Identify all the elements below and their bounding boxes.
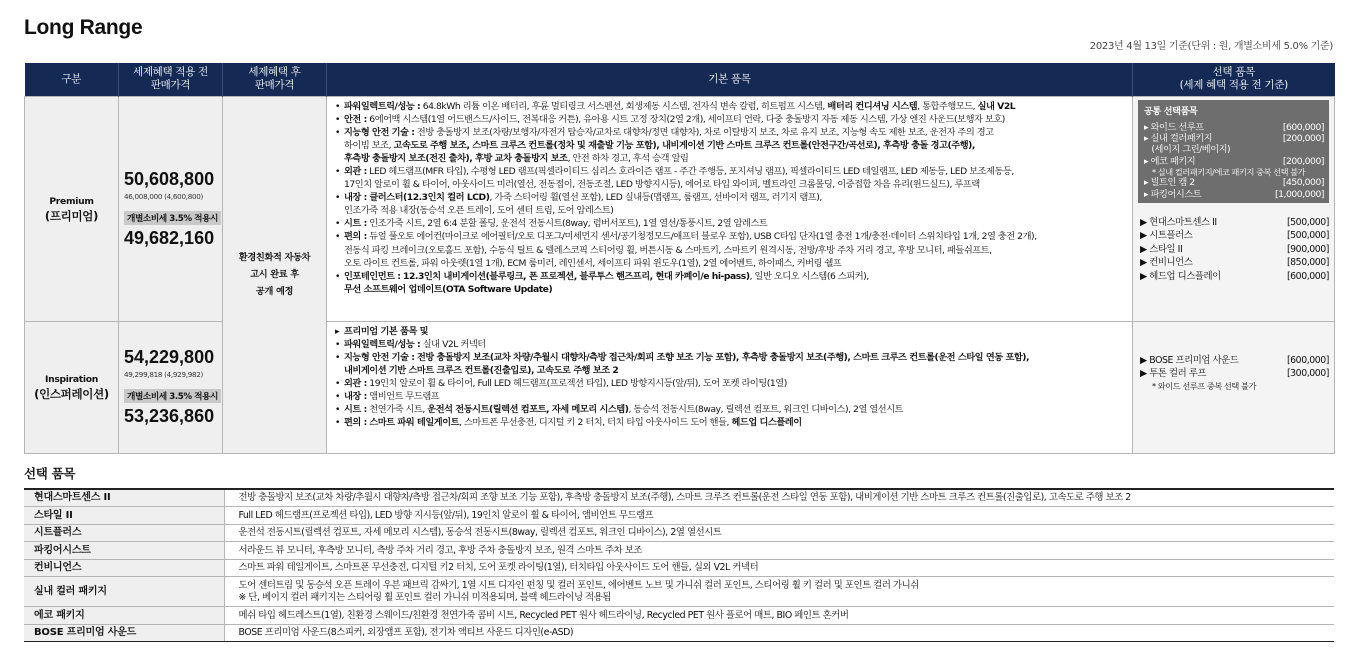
option-item: ▶ 현대스마트센스 II [500,000] [1140,216,1329,228]
option-item: ▸ 파킹어시스트 [1,000,000] [1144,188,1324,200]
feature-item: • 지능형 안전 기술 : 전방 충돌방지 보조(교차 차량/추월시 대향차/측방 접근차/회피 조향 보조 기능 포함), 후측방 충돌방지 보조(주행), 스마트 크루즈 컨트롤(운전 스타일 연동 포함), 내비게이션 기반 스마트 크루즈 컨트롤(진출입로), 고속도로 주행 보조 2 [335,351,1128,377]
tax-badge: 개별소비세 3.5% 적용시 [124,389,221,403]
selection-desc: 도어 센터트림 및 동승석 오픈 트레이 우븐 패브릭 감싸기, 1열 시트 디자인 펀칭 및 컬러 포인트, 에어벤트 노브 및 가니쉬 컬러 포인트, 스티어링 휠 키 컬러 및 포인트 컬러 가니쉬 ※ 단, 베이지 컬러 패키지는 스티어링 휠 포인트 컬러 가니쉬 미적용되며, 블랙 헤드라이닝 적용됨 [224,577,1334,607]
features-inspiration [327,321,1133,453]
selection-desc: 스마트 파워 테일게이트, 스마트폰 무선충전, 디지털 키2 터치, 도어 포켓 라이팅(1열), 터치타입 아웃사이드 도어 핸들, 실외 V2L 커넥터 [224,559,1334,577]
selection-name: 실내 컬러 패키지 [24,577,224,607]
trim-row-premium [25,96,1335,321]
after-tax-cell: 환경친화적 자동차 고시 완료 후 공개 예정 [223,96,327,453]
selection-desc: Full LED 헤드램프(프로젝션 타입), LED 방향 지시등(앞/뒤), 19인치 알로이 휠 & 타이어, 앰비언트 무드램프 [224,507,1334,525]
trim-row-inspiration [25,321,1335,453]
header-features: 기본 품목 [327,63,1133,96]
selection-name: 스타일 II [24,507,224,525]
selection-desc: 운전석 전동시트(릴렉션 컴포트, 자세 메모리 시스템), 동승석 전동시트(8way, 릴렉션 컴포트, 워크인 디바이스), 2열 열선시트 [224,524,1334,542]
selection-row [24,559,1334,577]
feature-item: • 내장 : 클러스터(12.3인치 컬러 LCD), 가죽 스티어링 휠(열선 포함), LED 실내등(맵램프, 룸램프, 선바이저 램프, 러기지 램프), 인조가죽 적용 내장(동승석 오픈 트레이, 도어 센터 트림, 도어 암레스트) [335,191,1128,217]
price-table [24,63,1335,454]
selection-name: 시트플러스 [24,524,224,542]
feature-item: • 안전 : 6에어백 시스템(1열 어드밴스드/사이드, 전복대응 커튼), 유아용 시트 고정 장치(2열 2개), 세이프티 언락, 다중 충돌방지 자동 제동 시스템, 가상 엔진 사운드(보행자 보호) [335,113,1128,126]
header-before: 세제혜택 적용 전 판매가격 [119,63,223,96]
tax-badge: 개별소비세 3.5% 적용시 [124,211,221,225]
selection-desc: 메쉬 타입 헤드레스트(1열), 친환경 스웨이드/친환경 천연가죽 콤비 시트, Recycled PET 원사 헤드라이닝, Recycled PET 원사 플로어 매트, BIO 페인트 혼커버 [224,607,1334,625]
trim-name-inspiration: Inspiration (인스퍼레이션) [25,321,119,453]
feature-item: ▸ 프리미엄 기본 품목 및 [335,325,1128,338]
selection-row [24,489,1334,507]
feature-item: • 시트 : 인조가죽 시트, 2열 6:4 분할 폴딩, 운전석 전동시트(8way, 럼버서포트), 1열 열선/통풍시트, 2열 암레스트 [335,217,1128,230]
trim-name-premium: Premium (프리미엄) [25,96,119,321]
feature-item: • 편의 : 스마트 파워 테일게이트, 스마트폰 무선충전, 디지털 키 2 터치, 터치 타입 아웃사이드 도어 핸들, 헤드업 디스플레이 [335,416,1128,429]
option-item: ▶ 헤드업 디스플레이 [600,000] [1140,270,1329,282]
option-item: ▶ BOSE 프리미엄 사운드 [600,000] [1140,354,1329,366]
price-tax: 49,682,160 [124,227,215,248]
selection-name: 현대스마트센스 II [24,489,224,507]
selection-name: 컨비니언스 [24,559,224,577]
header-options: 선택 품목 (세제 혜택 적용 전 기준) [1133,63,1335,96]
selection-row [24,577,1334,607]
price-detail: 46,008,000 (4,600,800) [124,191,204,201]
selection-desc: 서라운드 뷰 모니터, 후측방 모니터, 측방 주차 거리 경고, 후방 주차 충돌방지 보조, 원격 스마트 주차 보조 [224,542,1334,560]
feature-item: • 외관 : 19인치 알로이 휠 & 타이어, Full LED 헤드램프(프로젝션 타입), LED 방향지시등(앞/뒤), 도어 포켓 라이팅(1열) [335,377,1128,390]
feature-item: • 내장 : 앰비언트 무드램프 [335,390,1128,403]
option-item: ▸ 에코 패키지 [200,000] [1144,155,1324,167]
option-item: ▸ 실내 컬러패키지 [200,000] [1144,132,1324,144]
options-inspiration: ▶ BOSE 프리미엄 사운드 [600,000] ▶ 투톤 컬러 루프 [300,000] * 와이드 선루프 중복 선택 불가 [1133,321,1335,453]
price-detail: 49,299,818 (4,929,982) [124,370,204,379]
feature-item: • 편의 : 듀얼 풀오토 에어컨(마이크로 에어필터/오토 디포그/미세먼지 센서/공기청정모드/애프터 블로우 포함), USB C타입 단자(1열 충전 1개/충전·데이터 스위치타입 1개, 2열 충전 2개), 전동식 파킹 브레이크(오토홀드 포함), 수동식 틸트 & 텔레스코픽 스티어링 휠, 버튼시동 & 스마트키, 스마트키 원격시동, 전방/후방 주차 거리 경고, 후방 모니터, 패들쉬프트, 오토 라이트 컨트롤, 파워 아웃렛(1열 1개), ECM 룸미러, 레인센서, 세이프티 파워 윈도우(1열), 2열 에어벤트, 하이패스, 커버링 쉘프 [335,230,1128,269]
option-item: ▸ 빌트인 캠 2 [450,000] [1144,177,1324,189]
options-premium [1133,96,1335,321]
page-title: Long Range [24,16,143,39]
option-item: (세이지 그린/베이지) [1144,144,1231,156]
option-item: ▶ 스타일 II [900,000] [1140,243,1329,255]
price-cell-premium [119,96,223,321]
selection-name: BOSE 프리미엄 사운드 [24,624,224,642]
selection-row [24,542,1334,560]
price-before: 54,229,800 [124,347,215,367]
feature-item: • 지능형 안전 기술 : 전방 충돌방지 보조(차량/보행자/자전거 탑승자/교차로 대향차/정면 대향차), 차로 이탈방지 보조, 차로 유지 보조, 지능형 속도 제한 보조, 운전자 주의 경고 하이빔 보조, 고속도로 주행 보조, 스마트 크루즈 컨트롤(정차 및 재출발 기능 포함), 내비게이션 기반 스마트 크루즈 컨트롤(안전구간/곡선로), 후측방 충돌 경고(주행), 후측방 충돌방지 보조(전진 출차), 후방 교차 충돌방지 보조, 안전 하차 경고, 후석 승객 알림 [335,126,1128,165]
option-item: ▶ 시트플러스 [500,000] [1140,230,1329,242]
option-item: ▶ 컨비니언스 [850,000] [1140,257,1329,269]
feature-item: • 외관 : LED 헤드램프(MFR 타입), 수평형 LED 램프(픽셀라이티드 심리스 호라이즌 램프 - 주간 주행등, 포지셔닝 램프), 픽셀라이티드 LED 테일램프, LED 제동등, LED 보조제동등, 17인치 알로이 휠 & 타이어, 아웃사이드 미러(열선, 전동접이, 전동조절, LED 방향지시등), 에어로 타입 와이퍼, 벨트라인 크롬몰딩, 이중접합 차음 유리(윈드실드), 루프랙 [335,165,1128,191]
option-item: ▶ 투톤 컬러 루프 [300,000] [1140,368,1329,379]
selection-table [24,488,1334,642]
feature-item: • 인포테인먼트 : 12.3인치 내비게이션(블루링크, 폰 프로젝션, 블루투스 핸즈프리, 현대 카페이/e hi-pass), 일반 오디오 시스템(6 스피커), 무선 소프트웨어 업데이트(OTA Software Update) [335,270,1128,296]
header-trim: 구분 [25,63,119,96]
selection-name: 에코 패키지 [24,607,224,625]
price-tax: 53,236,860 [124,406,215,426]
selection-desc: 전방 충돌방지 보조(교차 차량/추월시 대향차/측방 접근차/회피 조향 보조 기능 포함), 후측방 충돌방지 보조(주행), 스마트 크루즈 컨트롤(운전 스타일 연동 포함), 내비게이션 기반 스마트 크루즈 컨트롤(진출입로), 고속도로 주행 보조 2 [224,489,1334,507]
selection-row [24,607,1334,625]
selection-row [24,507,1334,525]
common-options-box: 공통 선택품목 ▸ 와이드 선루프 [600,000] ▸ 실내 컬러패키지 [200,000] (세이지 그린/베이지) ▸ 에코 패키지 [200,000] * 실내 컬러패키지/에코 패키지 중복 선택 불가 ▸ 빌트인 캠 2 [450,000] ▸ 파킹어시스트 [1,000,000] [1138,100,1329,203]
price-cell-inspiration [119,321,223,453]
option-item: ▸ 와이드 선루프 [600,000] [1144,121,1324,133]
selection-row [24,624,1334,642]
feature-item: • 파워일렉트릭/성능 : 실내 V2L 커넥터 [335,338,1128,351]
unit-note: 2023년 4월 13일 기준(단위 : 원, 개별소비세 5.0% 기준) [1089,41,1333,52]
section-title: 선택 품목 [24,466,76,481]
selection-desc: BOSE 프리미엄 사운드(8스피커, 외장앰프 포함), 전기차 액티브 사운드 디자인(e-ASD) [224,624,1334,642]
price-before: 50,608,800 [124,168,215,189]
selection-row [24,524,1334,542]
header-after: 세제혜택 후 판매가격 [223,63,327,96]
feature-item: • 시트 : 천연가죽 시트, 운전석 전동시트(릴렉션 컴포트, 자세 메모리 시스템), 동승석 전동시트(8way, 릴렉션 컴포트, 워크인 디바이스), 2열 열선시트 [335,403,1128,416]
selection-name: 파킹어시스트 [24,542,224,560]
features-premium [327,96,1133,321]
feature-item: • 파워일렉트릭/성능 : 64.8kWh 리튬 이온 배터리, 후륜 멀티링크 서스펜션, 회생제동 시스템, 전자식 변속 칼럼, 히트펌프 시스템, 배터리 컨디셔닝 시스템, 통합주행모드, 실내 V2L [335,100,1128,113]
